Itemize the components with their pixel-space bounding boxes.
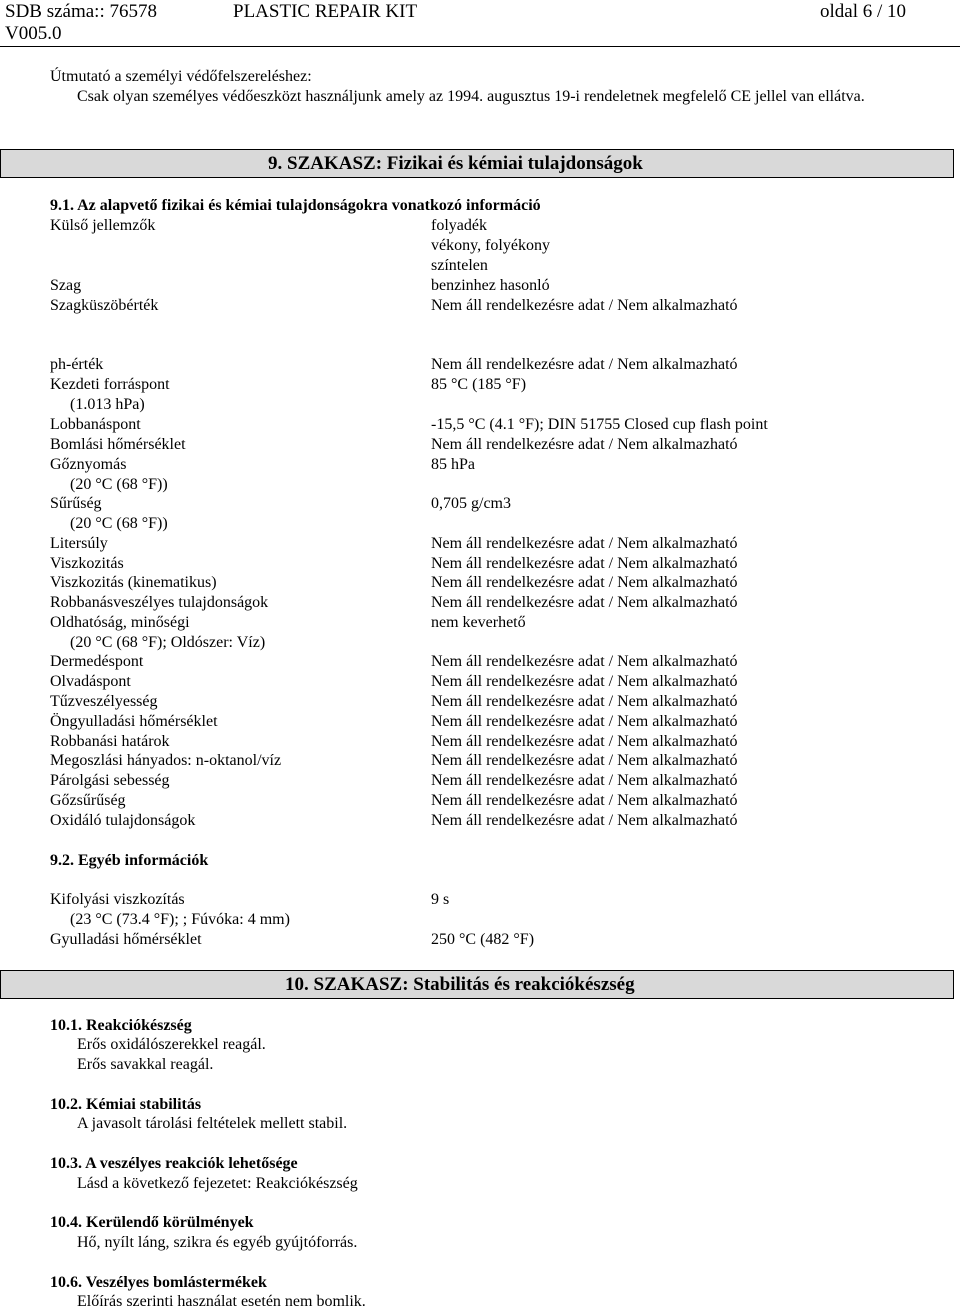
property-label: Lobbanáspont	[50, 416, 141, 433]
appearance-value: színtelen	[431, 257, 488, 274]
property-value: Nem áll rendelkezésre adat / Nem alkalmazható	[431, 693, 738, 710]
subsection-text: A javasolt tárolási feltételek mellett stabil.	[77, 1115, 348, 1132]
property-value: Nem áll rendelkezésre adat / Nem alkalmazható	[431, 436, 738, 453]
ppe-text: Csak olyan személyes védőeszközt használjunk amely az 1994. augusztus 19-i rendeletnek megfelelő CE jellel van ellátva.	[77, 88, 865, 105]
subsection-title: 10.2. Kémiai stabilitás	[50, 1096, 202, 1113]
property-value: 0,705 g/cm3	[431, 495, 511, 512]
ppe-title: Útmutató a személyi védőfelszereléshez:	[50, 68, 312, 85]
header-rule	[0, 46, 960, 47]
section9-2-title: 9.2. Egyéb információk	[50, 852, 209, 869]
property-label: Robbanásveszélyes tulajdonságok	[50, 594, 269, 611]
other-value: 9 s	[431, 891, 450, 908]
property-value: 85 °C (185 °F)	[431, 376, 527, 393]
property-label: Litersúly	[50, 535, 108, 552]
property-label: Kezdeti forráspont	[50, 376, 170, 393]
property-condition: (1.013 hPa)	[70, 396, 145, 413]
product-name: PLASTIC REPAIR KIT	[233, 1, 418, 22]
section9-title: 9. SZAKASZ: Fizikai és kémiai tulajdonságok	[268, 153, 643, 174]
property-value: Nem áll rendelkezésre adat / Nem alkalmazható	[431, 594, 738, 611]
page-number: oldal 6 / 10	[820, 1, 907, 22]
property-value: Nem áll rendelkezésre adat / Nem alkalmazható	[431, 356, 738, 373]
sdb-number: SDB száma:: 76578	[5, 1, 157, 22]
property-label: Megoszlási hányados: n-oktanol/víz	[50, 752, 282, 769]
property-condition: (20 °C (68 °F); Oldószer: Víz)	[70, 634, 266, 651]
property-value: Nem áll rendelkezésre adat / Nem alkalmazható	[431, 574, 738, 591]
property-label: ph-érték	[50, 356, 104, 373]
property-value: Nem áll rendelkezésre adat / Nem alkalmazható	[431, 653, 738, 670]
version: V005.0	[5, 23, 62, 44]
odor-threshold-label: Szagküszöbérték	[50, 297, 159, 314]
property-value: Nem áll rendelkezésre adat / Nem alkalmazható	[431, 535, 738, 552]
property-label: Párolgási sebesség	[50, 772, 170, 789]
property-label: Oldhatóság, minőségi	[50, 614, 190, 631]
subsection-text: Erős oxidálószerekkel reagál.	[77, 1036, 266, 1053]
appearance-value: vékony, folyékony	[431, 237, 550, 254]
property-value: Nem áll rendelkezésre adat / Nem alkalmazható	[431, 772, 738, 789]
property-condition: (20 °C (68 °F))	[70, 515, 168, 532]
subsection-text: Erős savakkal reagál.	[77, 1056, 214, 1073]
property-value: nem keverhető	[431, 614, 526, 631]
odor-value: benzinhez hasonló	[431, 277, 550, 294]
property-value: Nem áll rendelkezésre adat / Nem alkalmazható	[431, 733, 738, 750]
odor-threshold-value: Nem áll rendelkezésre adat / Nem alkalmazható	[431, 297, 738, 314]
other-label: Gyulladási hőmérséklet	[50, 931, 202, 948]
other-value: 250 °C (482 °F)	[431, 931, 535, 948]
subsection-title: 10.6. Veszélyes bomlástermékek	[50, 1274, 267, 1291]
other-label: Kifolyási viszkozítás	[50, 891, 185, 908]
subsection-text: Előírás szerinti használat esetén nem bomlik.	[77, 1293, 366, 1310]
property-label: Öngyulladási hőmérséklet	[50, 713, 218, 730]
subsection-title: 10.4. Kerülendő körülmények	[50, 1214, 254, 1231]
subsection-text: Hő, nyílt láng, szikra és egyéb gyújtóforrás.	[77, 1234, 358, 1251]
section9-1-title: 9.1. Az alapvető fizikai és kémiai tulajdonságokra vonatkozó információ	[50, 197, 541, 214]
subsection-title: 10.3. A veszélyes reakciók lehetősége	[50, 1155, 298, 1172]
property-label: Viszkozitás (kinematikus)	[50, 574, 217, 591]
section9-banner	[0, 149, 954, 178]
property-condition: (20 °C (68 °F))	[70, 476, 168, 493]
property-value: Nem áll rendelkezésre adat / Nem alkalmazható	[431, 812, 738, 829]
property-label: Gőzsűrűség	[50, 792, 126, 809]
property-label: Gőznyomás	[50, 456, 127, 473]
odor-label: Szag	[50, 277, 82, 294]
property-value: Nem áll rendelkezésre adat / Nem alkalmazható	[431, 713, 738, 730]
property-value: Nem áll rendelkezésre adat / Nem alkalmazható	[431, 752, 738, 769]
section10-banner	[0, 970, 954, 999]
property-label: Tűzveszélyesség	[50, 693, 158, 710]
property-label: Dermedéspont	[50, 653, 144, 670]
property-value: Nem áll rendelkezésre adat / Nem alkalmazható	[431, 555, 738, 572]
property-label: Viszkozitás	[50, 555, 124, 572]
subsection-title: 10.1. Reakciókészség	[50, 1017, 192, 1034]
property-value: -15,5 °C (4.1 °F); DIN 51755 Closed cup flash point	[431, 416, 768, 433]
section10-title: 10. SZAKASZ: Stabilitás és reakciókészség	[285, 974, 635, 995]
property-label: Sűrűség	[50, 495, 102, 512]
subsection-text: Lásd a következő fejezetet: Reakciókészség	[77, 1175, 358, 1192]
appearance-label: Külső jellemzők	[50, 217, 156, 234]
appearance-value: folyadék	[431, 217, 487, 234]
property-value: Nem áll rendelkezésre adat / Nem alkalmazható	[431, 792, 738, 809]
property-label: Robbanási határok	[50, 733, 170, 750]
property-label: Oxidáló tulajdonságok	[50, 812, 196, 829]
other-condition: (23 °C (73.4 °F); ; Fúvóka: 4 mm)	[70, 911, 290, 928]
property-label: Bomlási hőmérséklet	[50, 436, 186, 453]
property-value: Nem áll rendelkezésre adat / Nem alkalmazható	[431, 673, 738, 690]
property-label: Olvadáspont	[50, 673, 131, 690]
property-value: 85 hPa	[431, 456, 475, 473]
